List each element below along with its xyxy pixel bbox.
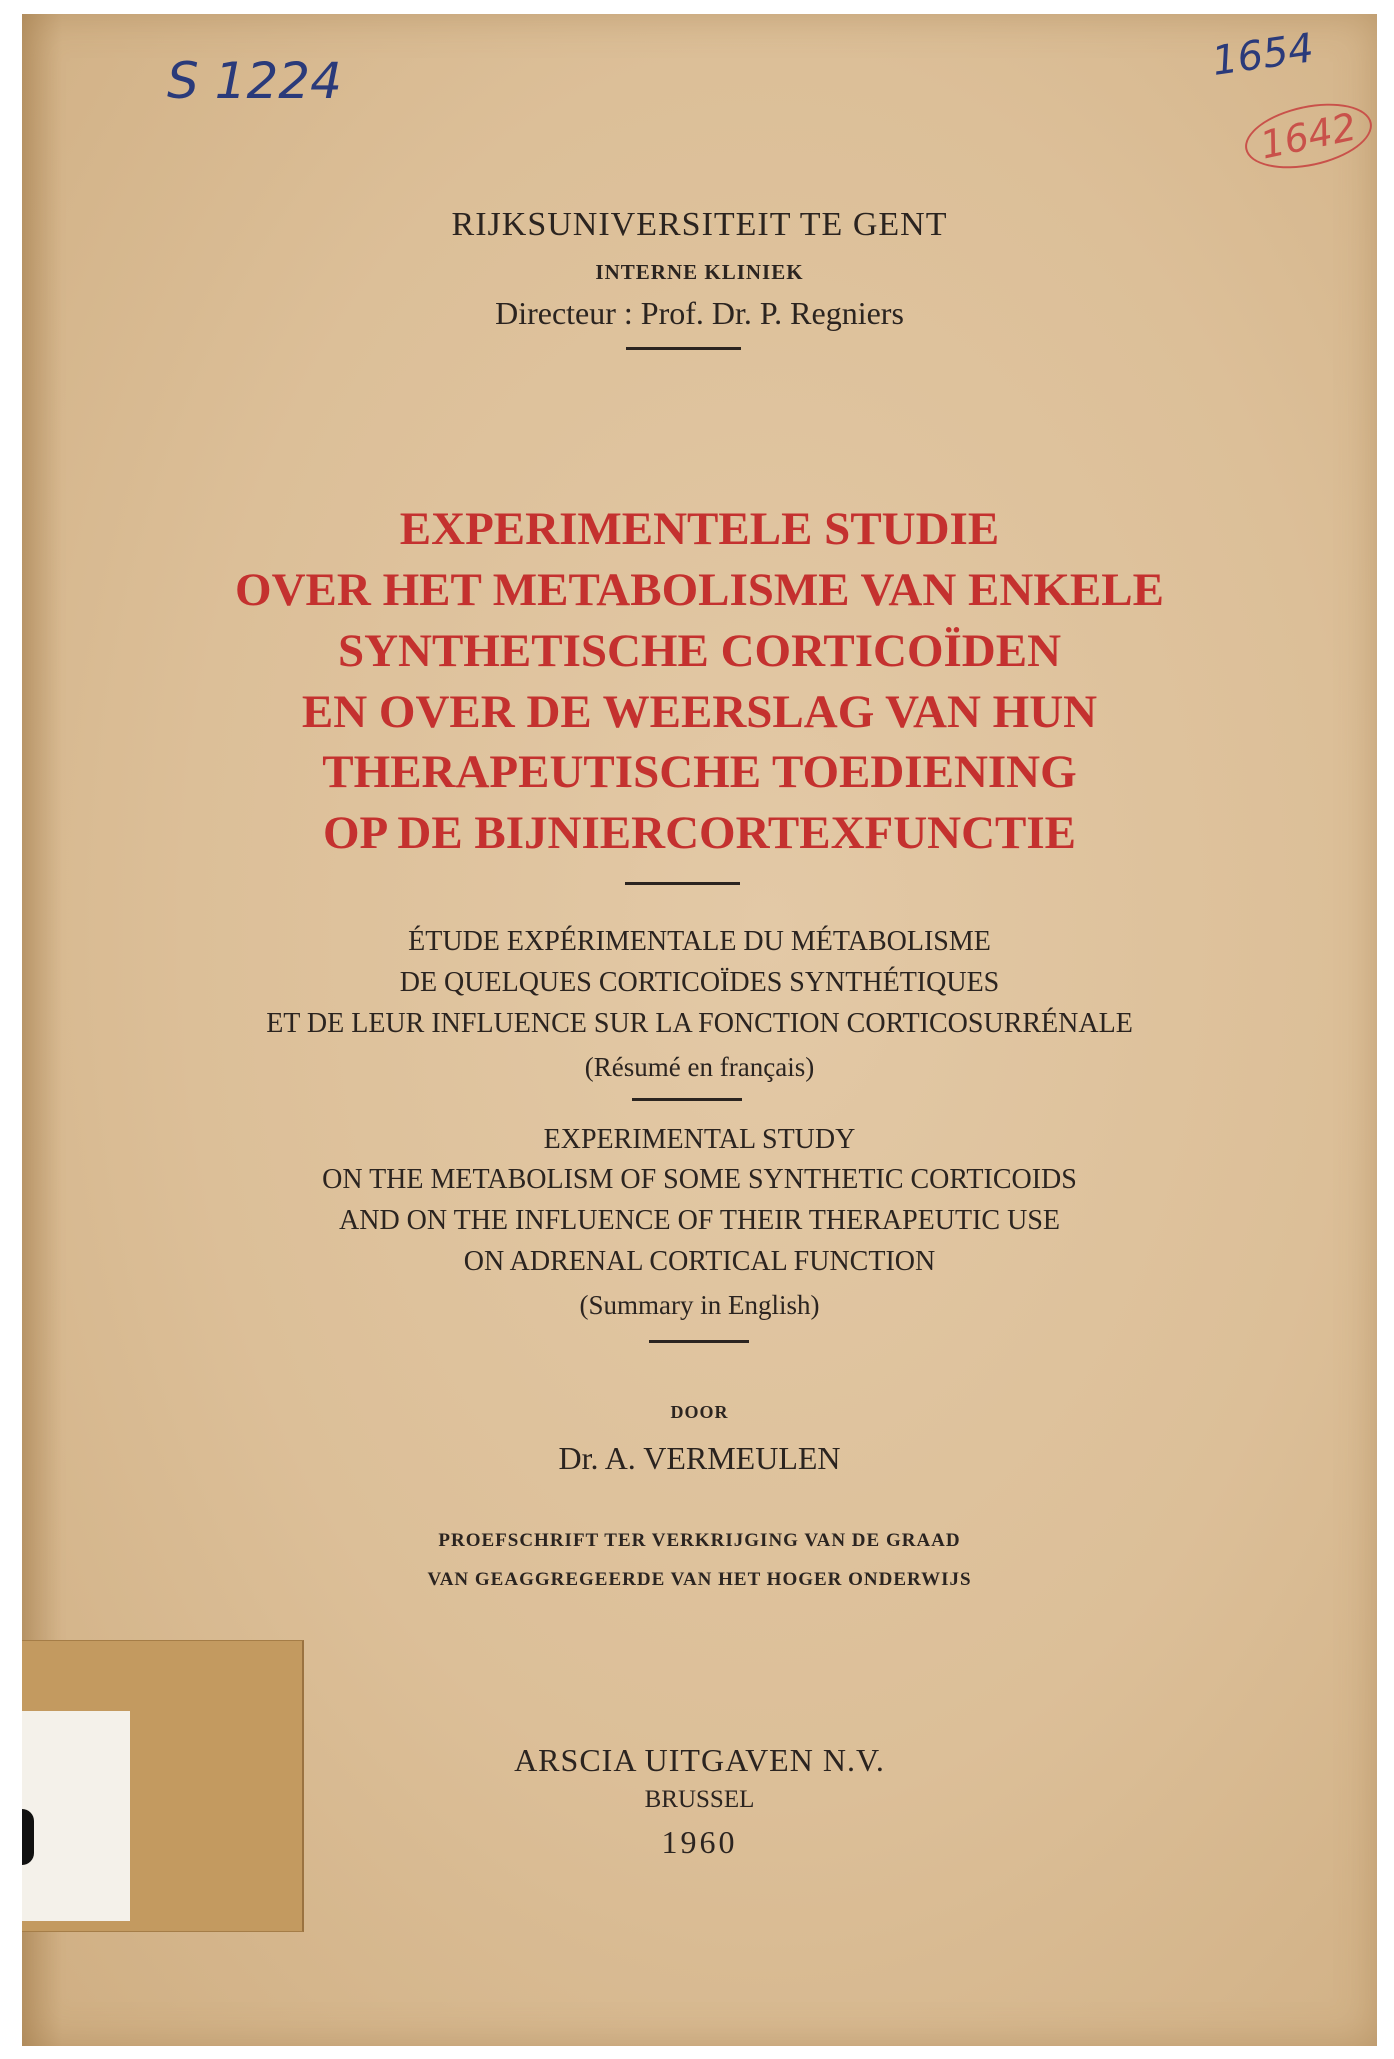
author-by-label: DOOR bbox=[670, 1402, 729, 1422]
publication-year: 1960 bbox=[661, 1824, 738, 1860]
library-label-tape bbox=[22, 1640, 304, 1932]
title-en-line-3: AND ON THE INFLUENCE OF THEIR THERAPEUTIC USE bbox=[339, 1205, 1060, 1236]
divider-rule bbox=[632, 1098, 742, 1101]
note-fr: (Résumé en français) bbox=[584, 1052, 815, 1082]
title-nl-line-6: OP DE BIJNIERCORTEXFUNCTIE bbox=[322, 807, 1077, 859]
title-en-line-4: ON ADRENAL CORTICAL FUNCTION bbox=[463, 1246, 936, 1277]
library-label-card bbox=[22, 1711, 130, 1921]
handwritten-number-circled: 1642 bbox=[1239, 93, 1377, 178]
title-nl-line-2: OVER HET METABOLISME VAN ENKELE bbox=[235, 564, 1164, 616]
book-cover bbox=[22, 14, 1377, 2046]
divider-rule bbox=[626, 347, 741, 350]
publisher-city: BRUSSEL bbox=[644, 1786, 755, 1813]
thesis-line-2: VAN GEAGGREGEERDE VAN HET HOGER ONDERWIJS bbox=[427, 1569, 972, 1590]
clinic-name: INTERNE KLINIEK bbox=[595, 260, 804, 284]
title-en-line-1: EXPERIMENTAL STUDY bbox=[543, 1124, 856, 1155]
thesis-line-1: PROEFSCHRIFT TER VERKRIJGING VAN DE GRAAD bbox=[438, 1530, 961, 1551]
title-fr-line-2: DE QUELQUES CORTICOÏDES SYNTHÉTIQUES bbox=[399, 967, 1000, 998]
handwritten-number-top: 1654 bbox=[1209, 25, 1317, 85]
title-nl-line-3: SYNTHETISCHE CORTICOÏDEN bbox=[337, 625, 1062, 677]
title-en-line-2: ON THE METABOLISM OF SOME SYNTHETIC CORTICOIDS bbox=[322, 1164, 1077, 1195]
divider-rule bbox=[625, 882, 740, 885]
author-name: Dr. A. VERMEULEN bbox=[558, 1440, 841, 1476]
divider-rule bbox=[649, 1340, 749, 1343]
handwritten-shelf-mark: S 1224 bbox=[167, 52, 342, 110]
label-clip-mark bbox=[22, 1809, 34, 1865]
note-en: (Summary in English) bbox=[579, 1290, 820, 1320]
title-fr-line-1: ÉTUDE EXPÉRIMENTALE DU MÉTABOLISME bbox=[408, 926, 991, 957]
title-fr-line-3: ET DE LEUR INFLUENCE SUR LA FONCTION CORTICOSURRÉNALE bbox=[266, 1008, 1133, 1039]
title-nl-line-1: EXPERIMENTELE STUDIE bbox=[399, 503, 1000, 555]
title-nl-line-4: EN OVER DE WEERSLAG VAN HUN bbox=[301, 686, 1098, 738]
director-line: Directeur : Prof. Dr. P. Regniers bbox=[495, 295, 904, 331]
title-nl-line-5: THERAPEUTISCHE TOEDIENING bbox=[322, 746, 1077, 798]
university-name: RIJKSUNIVERSITEIT TE GENT bbox=[451, 206, 948, 243]
publisher-name: ARSCIA UITGAVEN N.V. bbox=[514, 1742, 885, 1778]
